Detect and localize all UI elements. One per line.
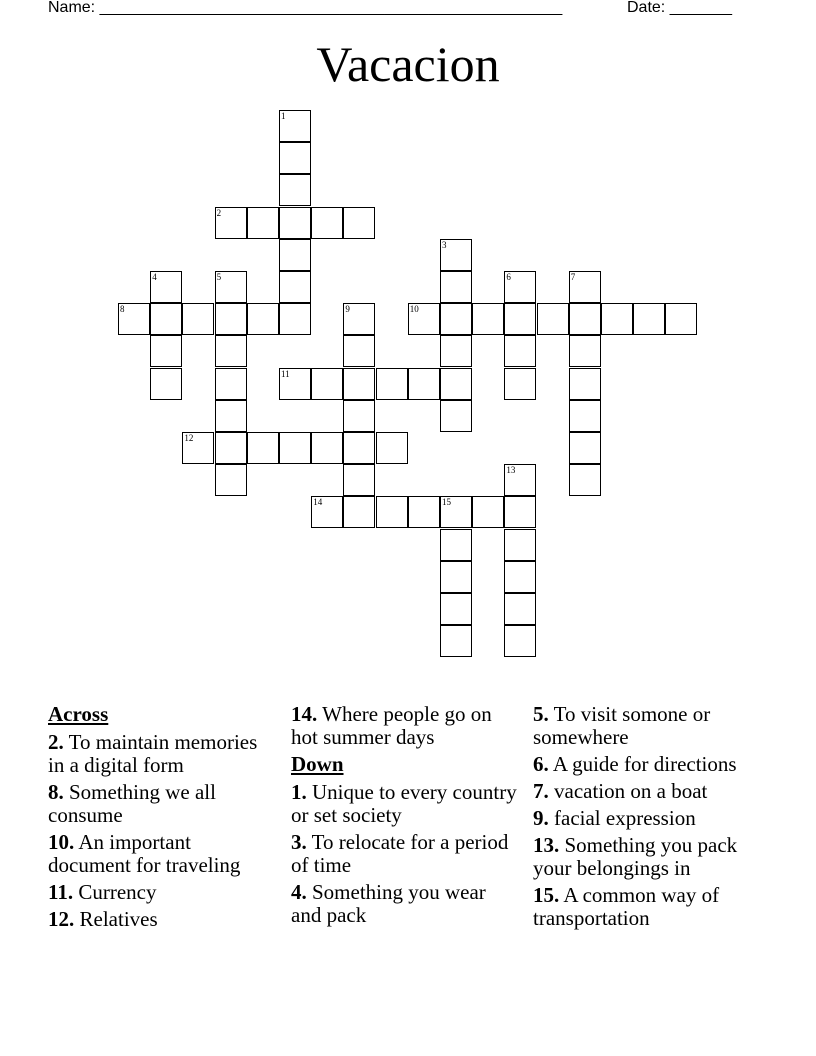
clue-number: 10. — [48, 830, 75, 854]
clue-column-1 — [48, 703, 276, 935]
clue-across-8 — [48, 781, 276, 827]
grid-cell[interactable] — [504, 625, 536, 657]
clue-number-label: 6 — [506, 272, 511, 282]
date-field-label: Date: _______ — [627, 0, 732, 16]
grid-cell[interactable] — [279, 271, 311, 303]
name-field-label: Name: ____________________________________________________ — [48, 0, 563, 16]
grid-cell[interactable] — [311, 432, 343, 464]
grid-cell[interactable] — [150, 335, 182, 367]
clue-text: Where people go on hot summer days — [291, 702, 492, 749]
grid-cell[interactable] — [343, 207, 375, 239]
clue-number-label: 12 — [184, 433, 194, 443]
grid-cell[interactable] — [440, 625, 472, 657]
clue-across-10 — [48, 831, 276, 877]
clue-number: 15. — [533, 883, 560, 907]
clue-across-11 — [48, 881, 276, 904]
clue-column-3 — [533, 703, 761, 934]
grid-cell[interactable] — [569, 368, 601, 400]
grid-cell[interactable] — [569, 464, 601, 496]
grid-cell[interactable] — [247, 207, 279, 239]
clue-number-label: 13 — [506, 465, 516, 476]
clue-text: facial expression — [548, 806, 696, 830]
clue-number-label: 1 — [281, 111, 286, 121]
grid-cell[interactable] — [247, 303, 279, 335]
across-heading: Across — [48, 702, 109, 726]
clue-text: Relatives — [74, 907, 158, 931]
grid-cell[interactable] — [215, 400, 247, 432]
clue-down-1 — [291, 781, 519, 827]
grid-cell[interactable] — [279, 239, 311, 271]
grid-cell[interactable] — [215, 368, 247, 400]
grid-cell[interactable] — [311, 207, 343, 239]
grid-cell[interactable] — [504, 368, 536, 400]
clue-across-14 — [291, 703, 519, 749]
grid-cell[interactable] — [279, 207, 311, 239]
grid-cell[interactable] — [472, 496, 504, 528]
grid-cell[interactable] — [215, 432, 247, 464]
clue-number-label: 3 — [442, 239, 447, 250]
grid-cell[interactable] — [504, 593, 536, 625]
grid-cell[interactable] — [343, 432, 375, 464]
clue-down-4 — [291, 881, 519, 927]
grid-cell[interactable] — [601, 303, 633, 335]
grid-cell[interactable] — [569, 432, 601, 464]
clue-number: 12. — [48, 907, 75, 931]
clue-text: Unique to every country or set society — [291, 780, 517, 827]
clue-across-12 — [48, 908, 276, 931]
clue-column-2 — [291, 703, 519, 931]
clue-number: 6. — [533, 752, 549, 776]
grid-cell[interactable] — [537, 303, 569, 335]
grid-cell[interactable] — [279, 432, 311, 464]
clue-down-6 — [533, 753, 761, 776]
grid-cell[interactable] — [408, 368, 440, 400]
grid-cell[interactable] — [440, 561, 472, 593]
clue-number: 14. — [291, 702, 318, 726]
grid-cell[interactable] — [569, 335, 601, 367]
clue-text: A common way of transportation — [533, 883, 720, 930]
grid-cell[interactable] — [215, 464, 247, 496]
clue-down-13 — [533, 834, 761, 880]
grid-cell[interactable] — [150, 303, 182, 335]
clue-number-label: 4 — [152, 272, 157, 282]
clue-text: Something we all consume — [48, 780, 216, 827]
clue-number: 13. — [533, 833, 560, 857]
grid-cell[interactable] — [343, 335, 375, 367]
grid-cell[interactable] — [440, 368, 472, 400]
grid-cell[interactable] — [343, 496, 375, 528]
clue-down-15 — [533, 884, 761, 930]
grid-cell[interactable] — [504, 335, 536, 367]
clue-number-label: 5 — [216, 272, 222, 282]
grid-cell[interactable] — [150, 368, 182, 400]
clue-number-label: 10 — [409, 304, 419, 315]
clue-text: To relocate for a period of time — [291, 830, 509, 877]
clue-number-label: 9 — [345, 304, 350, 315]
clue-number: 9. — [533, 806, 549, 830]
grid-cell[interactable] — [279, 303, 311, 335]
clue-down-3 — [291, 831, 519, 877]
clue-number-label: 11 — [281, 368, 290, 379]
clue-number-label: 15 — [442, 497, 451, 508]
grid-cell[interactable] — [569, 303, 601, 335]
grid-cell[interactable] — [247, 432, 279, 464]
grid-cell[interactable] — [343, 400, 375, 432]
clue-down-5 — [533, 703, 761, 749]
grid-cell[interactable] — [504, 529, 536, 561]
grid-cell[interactable] — [215, 303, 247, 335]
clue-number: 3. — [291, 830, 307, 854]
clue-number: 1. — [291, 780, 307, 804]
grid-cell[interactable] — [440, 271, 472, 303]
grid-cell[interactable] — [408, 496, 440, 528]
clue-number: 7. — [533, 779, 549, 803]
grid-cell[interactable] — [504, 303, 536, 335]
grid-cell[interactable] — [376, 432, 408, 464]
clue-text: To maintain memories in a digital form — [48, 730, 258, 777]
grid-cell[interactable] — [440, 335, 472, 367]
grid-cell[interactable] — [343, 464, 375, 496]
clue-number: 11. — [48, 880, 74, 904]
grid-cell[interactable] — [440, 593, 472, 625]
grid-cell[interactable] — [279, 174, 311, 206]
clue-number-label: 14 — [313, 497, 323, 508]
clue-text: An important document for traveling — [48, 830, 241, 877]
grid-cell[interactable] — [665, 303, 697, 335]
clue-text: To visit somone or somewhere — [533, 702, 711, 749]
clue-number: 8. — [48, 780, 64, 804]
page-title: Vacacion — [316, 36, 500, 92]
grid-cell[interactable] — [440, 529, 472, 561]
grid-cell[interactable] — [215, 335, 247, 367]
grid-cell[interactable] — [569, 400, 601, 432]
grid-cell[interactable] — [440, 303, 472, 335]
grid-cell[interactable] — [633, 303, 665, 335]
clue-down-7 — [533, 780, 761, 803]
clue-text: Currency — [73, 880, 157, 904]
grid-cell[interactable] — [343, 368, 375, 400]
clue-number: 4. — [291, 880, 307, 904]
clue-number-label: 2 — [216, 207, 222, 218]
grid-cell[interactable] — [279, 142, 311, 174]
clue-number-label: 7 — [570, 272, 576, 282]
clue-number: 2. — [48, 730, 64, 754]
grid-cell[interactable] — [440, 400, 472, 432]
down-heading: Down — [291, 752, 344, 776]
clue-text: A guide for directions — [548, 752, 737, 776]
grid-cell[interactable] — [504, 561, 536, 593]
grid-cell[interactable] — [504, 496, 536, 528]
clue-number: 5. — [533, 702, 549, 726]
grid-cell[interactable] — [376, 496, 408, 528]
grid-cell[interactable] — [376, 368, 408, 400]
clue-number-label: 8 — [120, 304, 125, 315]
clue-across-2 — [48, 731, 276, 777]
grid-cell[interactable] — [311, 368, 343, 400]
clue-down-9 — [533, 807, 761, 830]
grid-cell[interactable] — [182, 303, 214, 335]
grid-cell[interactable] — [472, 303, 504, 335]
clue-text: vacation on a boat — [548, 779, 708, 803]
clue-text: Something you pack your belongings in — [533, 833, 738, 880]
clue-text: Something you wear and pack — [291, 880, 486, 927]
